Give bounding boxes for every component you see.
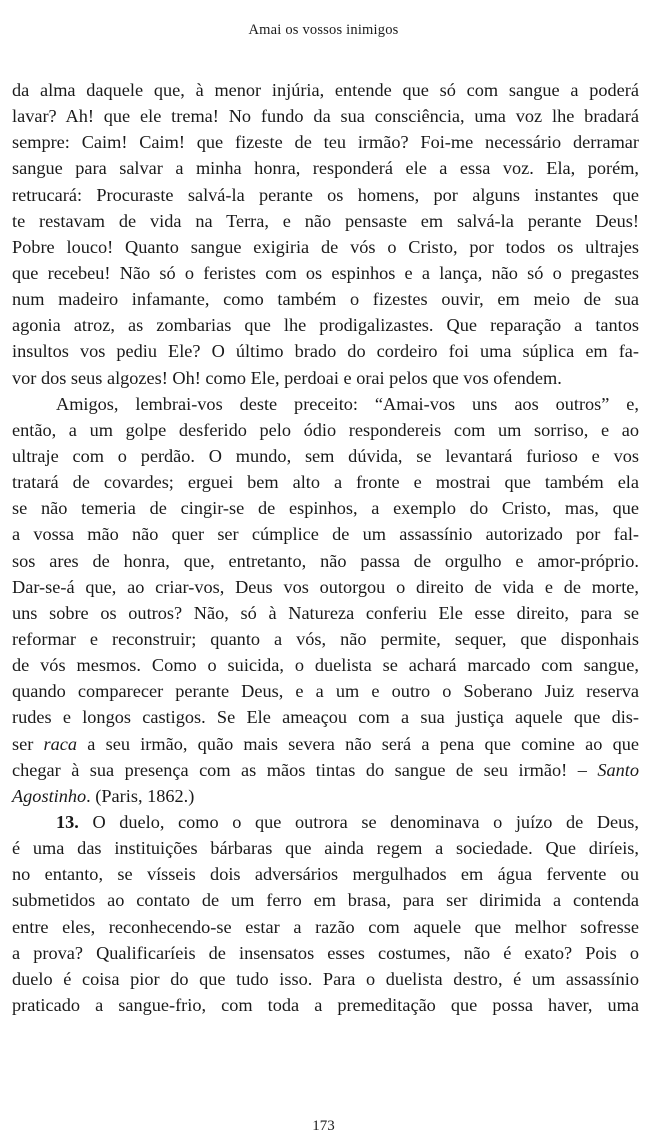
text-line: da alma daquele que, à menor injúria, entende que só com sangue a poderá <box>12 80 639 100</box>
text-line: agonia atroz, as zombarias que lhe prodigalizastes. Que reparação a tantos <box>12 315 639 336</box>
text-line: insultos vos pediu Ele? O último brado do cordeiro foi uma súplica em fa- <box>12 341 639 362</box>
text-line: rudes e longos castigos. Se Ele ameaçou com a sua justiça aquele que dis- <box>12 707 639 728</box>
section-number: 13. <box>56 811 79 832</box>
text-line <box>12 809 639 835</box>
text-line: te restavam de vida na Terra, e não pensaste em salvá-la perante Deus! <box>12 210 639 231</box>
text-run: O duelo, como o que outrora se denominava o juízo de Deus, <box>78 811 639 832</box>
page-number: 173 <box>312 1118 335 1134</box>
text-line <box>12 783 639 809</box>
text-line: de vós mesmos. Como o suicida, o duelista se achará marcado com sangue, <box>12 655 639 676</box>
text-line: a prova? Qualificaríeis de insensatos esses costumes, não é exato? Pois o <box>12 942 639 963</box>
text-line: entre eles, reconhecendo-se estar a razão com aquele que melhor sofresse <box>12 916 639 937</box>
text-line: duelo é coisa pior do que tudo isso. Para o duelista destro, é um assassínio <box>12 968 639 989</box>
text-run: ser <box>12 733 44 754</box>
text-line: num madeiro infamante, como também o fizestes ouvir, em meio de sua <box>12 289 639 310</box>
text-line: lavar? Ah! que ele trema! No fundo da sua consciência, uma voz lhe bradará <box>12 106 639 127</box>
text-run: . (Paris, 1862.) <box>86 785 195 806</box>
text-line: sempre: Caim! Caim! que fizeste de teu irmão? Foi-me necessário derramar <box>12 132 639 153</box>
text-run: chegar à sua presença com as mãos tintas do sangue de seu irmão! – <box>12 759 598 780</box>
running-header: Amai os vossos inimigos <box>248 22 399 38</box>
text-line: ultraje com o perdão. O mundo, sem dúvida, se levantará furioso e vos <box>12 445 639 466</box>
text-line: Amigos, lembrai-vos deste preceito: “Amai-vos uns aos outros” e, <box>56 393 639 414</box>
text-run: a seu irmão, quão mais severa não será a pena que comine ao que <box>77 733 639 754</box>
text-line: Pobre louco! Quanto sangue exigiria de vós o Cristo, por todos os ultrajes <box>12 236 639 257</box>
text-line: submetidos ao contato de um ferro em brasa, para ser dirimida a contenda <box>12 890 639 911</box>
author-attribution: Santo <box>597 759 639 780</box>
text-line <box>12 731 639 757</box>
text-line: tratará de covardes; erguei bem alto a fronte e mostrai que também ela <box>12 472 639 493</box>
text-line: que recebeu! Não só o feristes com os espinhos e a lança, não só o pregastes <box>12 262 639 283</box>
text-line: quando comparecer perante Deus, e a um e outro o Soberano Juiz reserva <box>12 681 639 702</box>
text-line: a vossa mão não quer ser cúmplice de um assassínio autorizado por fal- <box>12 524 639 545</box>
text-line <box>12 757 639 783</box>
text-line: então, a um golpe desferido pelo ódio respondereis com um sorriso, e ao <box>12 419 639 440</box>
text-line: Dar-se-á que, ao criar-vos, Deus vos outorgou o direito de vida e de morte, <box>12 576 639 597</box>
text-line: praticado a sangue-frio, com toda a premeditação que possa haver, uma <box>12 994 639 1015</box>
italic-term: raca <box>43 733 78 754</box>
text-line: é uma das instituições bárbaras que ainda regem a sociedade. Que diríeis, <box>12 838 639 859</box>
text-line: no entanto, se vísseis dois adversários mergulhados em água fervente ou <box>12 864 639 885</box>
text-line: vor dos seus algozes! Oh! como Ele, perdoai e orai pelos que vos ofendem. <box>12 367 562 388</box>
text-line: retrucará: Procuraste salvá-la perante os homens, por alguns instantes que <box>12 184 639 205</box>
text-line: se não temeria de cingir-se de espinhos, a exemplo do Cristo, mas, que <box>12 498 639 519</box>
page-body <box>12 77 639 1018</box>
text-line: reformar e reconstruir; quanto a vós, não permite, sequer, que disponhais <box>12 628 639 649</box>
text-line: uns sobre os outros? Não, só à Natureza conferiu Ele esse direito, para se <box>12 602 639 623</box>
author-attribution: Agostinho <box>12 785 87 806</box>
text-line: sangue para salvar a minha honra, responderá ele a essa voz. Ela, porém, <box>12 158 639 179</box>
text-line: sos ares de honra, que, entretanto, não passa de orgulho e amor-próprio. <box>12 550 639 571</box>
